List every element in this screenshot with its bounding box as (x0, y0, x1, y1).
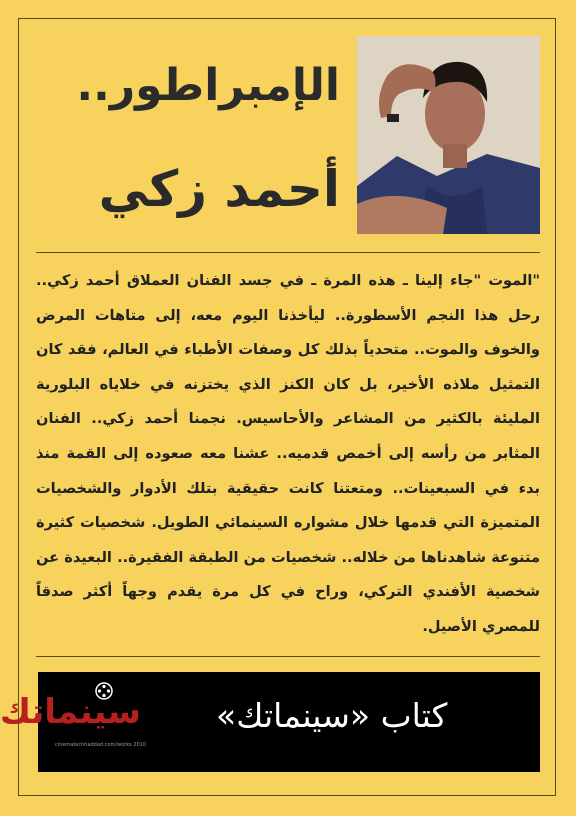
divider-top (36, 252, 540, 253)
page-title: الإمبراطور.. (76, 60, 340, 111)
logo-text: سينماتك (0, 692, 141, 732)
portrait-photo (357, 36, 540, 234)
divider-bottom (36, 656, 540, 657)
cinematech-logo (0, 682, 147, 762)
article-body: "الموت "جاء إلينا ـ هذه المرة ـ في جسد الفنان العملاق أحمد زكي.. رحل هذا النجم الأسطورة.. ليأخذنا اليوم معه، إلى متاهات المرض والخوف والموت.. متحدياً بذلك كل وصفات الأطباء في العالم، فقد كان التمثيل ملاذه الأخير، بل كان الكنز الذي يختزنه في خلاياه البلورية المليئة بالكثير من المشاعر والأحاسيس. نجمنا أحمد زكي.. الفنان المثابر من رأسه إلى أخمص قدميه.. عشنا معه صعوده إلى القمة منذ بدء في السبعينات.. ومتعتنا كانت حقيقية بتلك الأدوار والشخصيات المتميزة التي قدمها خلال مشواره السينمائي الطويل. شخصيات كثيرة متنوعة شاهدناها من خلاله.. شخصيات من الطبقة الفقيرة.. البعيدة عن شخصية الأفندي التركي، وراح في كل مرة يقدم وجهاً أكثر صدقاً للمصري الأصيل. (36, 272, 540, 635)
footer-banner (0, 672, 540, 772)
portrait-illustration (357, 36, 540, 234)
logo-url: cinematechhaddad.com/works 2010 (55, 742, 147, 748)
page-subtitle: أحمد زكي (98, 160, 340, 218)
book-label: كتاب «سينماتك» (216, 696, 448, 735)
